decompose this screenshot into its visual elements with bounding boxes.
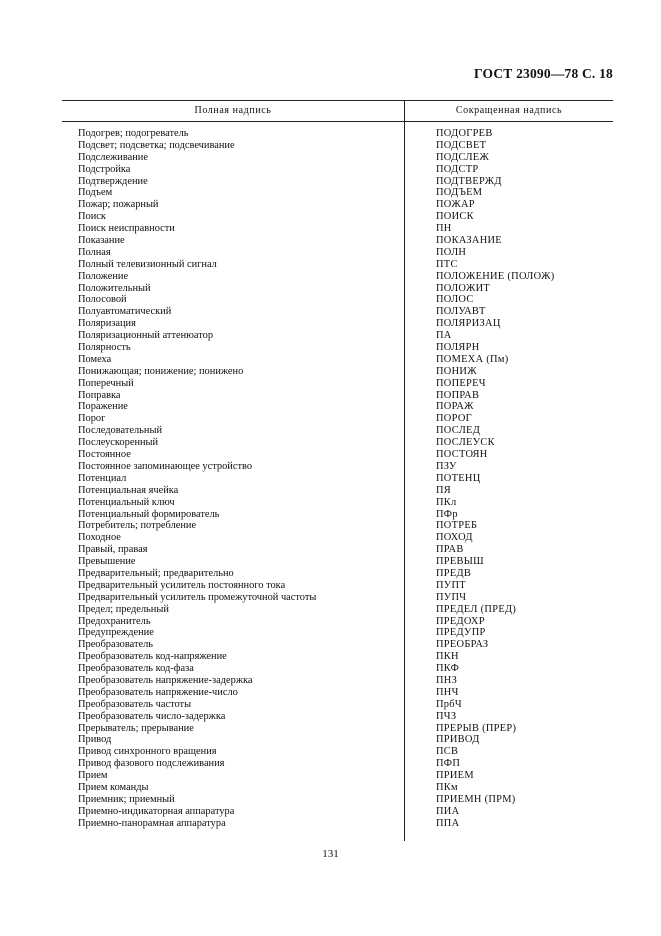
abbreviated-inscription: ПОТРЕБ: [436, 520, 478, 532]
abbreviated-inscription: ПУПТ: [436, 579, 466, 591]
abbreviated-inscription: ПНЗ: [436, 674, 458, 686]
abbreviated-inscription: ПТС: [436, 258, 458, 270]
table-row: [62, 794, 613, 806]
table-row: [62, 306, 613, 318]
table-row: [62, 461, 613, 473]
full-inscription: Привод синхронного вращения: [78, 746, 217, 758]
abbreviated-inscription: ПЗУ: [436, 460, 457, 472]
abbreviated-inscription: ПНЧ: [436, 686, 459, 698]
table-row: [62, 509, 613, 521]
full-inscription: Порог: [78, 413, 106, 425]
table-row: [62, 176, 613, 188]
table-row: [62, 520, 613, 532]
full-inscription: Потенциальная ячейка: [78, 484, 179, 496]
full-inscription: Предварительный усилитель постоянного тока: [78, 579, 286, 591]
table-row: [62, 711, 613, 723]
abbreviated-inscription: ПОСЛЕД: [436, 425, 481, 437]
full-inscription: Полуавтоматический: [78, 306, 172, 318]
table-row: [62, 354, 613, 366]
abbreviated-inscription: ПИА: [436, 805, 460, 817]
full-inscription: Предварительный; предварительно: [78, 567, 234, 579]
table-row: [62, 211, 613, 223]
full-inscription: Подъем: [78, 187, 113, 199]
abbreviated-inscription: ПКН: [436, 651, 459, 663]
abbreviated-inscription: ПОТЕНЦ: [436, 472, 481, 484]
table-row: [62, 294, 613, 306]
table-row: [62, 235, 613, 247]
full-inscription: Преобразователь код-фаза: [78, 663, 194, 675]
abbreviated-inscription: ПФр: [436, 508, 458, 520]
table-row: [62, 318, 613, 330]
table-top-rule: [62, 100, 613, 101]
abbreviated-inscription: ПКФ: [436, 663, 460, 675]
table-row: [62, 592, 613, 604]
table-row: [62, 818, 613, 830]
abbreviated-inscription: ПОДЪЕМ: [436, 187, 483, 199]
abbreviated-inscription: ПОЛОЖИТ: [436, 282, 491, 294]
full-inscription: Преобразователь число-задержка: [78, 710, 226, 722]
abbreviated-inscription: ПРЕДУПР: [436, 627, 486, 639]
full-inscription: Приемно-индикаторная аппаратура: [78, 805, 235, 817]
table-row: [62, 128, 613, 140]
abbreviated-inscription: ПОЖАР: [436, 199, 475, 211]
table-body: [62, 128, 613, 830]
table-row: [62, 401, 613, 413]
table-row: [62, 687, 613, 699]
table-row: [62, 746, 613, 758]
full-inscription: Правый, правая: [78, 544, 148, 556]
full-inscription: Подслеживание: [78, 151, 148, 163]
full-inscription: Предупреждение: [78, 627, 154, 639]
table-row: [62, 758, 613, 770]
full-inscription: Походное: [78, 532, 121, 544]
full-inscription: Подогрев; подогреватель: [78, 128, 189, 139]
abbreviated-inscription: ПОСТОЯН: [436, 449, 488, 461]
table-row: [62, 556, 613, 568]
abbreviated-inscription: ПН: [436, 223, 452, 235]
abbreviated-inscription: ПОДОГРЕВ: [436, 128, 493, 139]
abbreviated-inscription: ПОДСТР: [436, 163, 479, 175]
full-inscription: Полосовой: [78, 294, 127, 306]
table-row: [62, 604, 613, 616]
table-row: [62, 734, 613, 746]
full-inscription: Потенциал: [78, 472, 127, 484]
full-inscription: Поиск неисправности: [78, 223, 175, 235]
full-inscription: Помеха: [78, 353, 112, 365]
abbreviated-inscription: ПОДТВЕРЖД: [436, 175, 502, 187]
table-row: [62, 580, 613, 592]
table-row: [62, 366, 613, 378]
table-row: [62, 473, 613, 485]
page-number: 131: [322, 848, 339, 860]
page-header: ГОСТ 23090—78 С. 18: [474, 66, 613, 81]
abbreviated-inscription: ПРЕРЫВ (ПРЕР): [436, 722, 517, 734]
table-row: [62, 271, 613, 283]
table-row: [62, 449, 613, 461]
table-row: [62, 568, 613, 580]
abbreviated-inscription: ПРЕВЫШ: [436, 556, 484, 568]
abbreviated-inscription: ПОЛОЖЕНИЕ (ПОЛОЖ): [436, 270, 555, 282]
full-inscription: Привод: [78, 734, 112, 746]
table-row: [62, 413, 613, 425]
table-row: [62, 330, 613, 342]
table-row: [62, 675, 613, 687]
abbreviated-inscription: ПОДСВЕТ: [436, 139, 487, 151]
abbreviated-inscription: ПОЛЯРИЗАЦ: [436, 318, 501, 330]
abbreviated-inscription: ПСВ: [436, 746, 459, 758]
full-inscription: Преобразователь напряжение-число: [78, 686, 238, 698]
full-inscription: Поперечный: [78, 377, 134, 389]
abbreviated-inscription: ПОЛУАВТ: [436, 306, 486, 318]
table-row: [62, 378, 613, 390]
full-inscription: Приемно-панорамная аппаратура: [78, 817, 226, 829]
abbreviated-inscription: ПОРАЖ: [436, 401, 474, 413]
abbreviated-inscription: ПОПЕРЕЧ: [436, 377, 486, 389]
abbreviated-inscription: ПОИСК: [436, 211, 474, 223]
full-inscription: Послеускоренный: [78, 437, 159, 449]
full-inscription: Потребитель; потребление: [78, 520, 197, 532]
full-inscription: Прерыватель; прерывание: [78, 722, 194, 734]
abbreviated-inscription: ПОМЕХА (Пм): [436, 353, 509, 365]
full-inscription: Приемник; приемный: [78, 793, 175, 805]
table-row: [62, 425, 613, 437]
full-inscription: Постоянное: [78, 449, 131, 461]
table-row: [62, 390, 613, 402]
abbreviated-inscription: ПФП: [436, 758, 461, 770]
abbreviated-inscription: ПКм: [436, 781, 458, 793]
abbreviated-inscription: ПКл: [436, 496, 457, 508]
table-row: [62, 532, 613, 544]
abbreviated-inscription: ПОЛН: [436, 246, 467, 258]
abbreviated-inscription: ПрбЧ: [436, 698, 462, 710]
full-inscription: Предохранитель: [78, 615, 151, 627]
table-row: [62, 782, 613, 794]
abbreviated-inscription: ПА: [436, 330, 452, 342]
abbreviated-inscription: ПОПРАВ: [436, 389, 480, 401]
full-inscription: Пожар; пожарный: [78, 199, 159, 211]
full-inscription: Превышение: [78, 556, 136, 568]
abbreviated-inscription: ПОНИЖ: [436, 365, 477, 377]
table-row: [62, 342, 613, 354]
full-inscription: Подтверждение: [78, 175, 148, 187]
full-inscription: Понижающая; понижение; понижено: [78, 365, 244, 377]
table-row: [62, 699, 613, 711]
table-row: [62, 437, 613, 449]
abbreviated-inscription: ППА: [436, 817, 460, 829]
table-row: [62, 140, 613, 152]
abbreviated-inscription: ПОСЛЕУСК: [436, 437, 495, 449]
abbreviated-inscription: ПРИВОД: [436, 734, 480, 746]
table-row: [62, 259, 613, 271]
abbreviated-inscription: ПОРОГ: [436, 413, 472, 425]
abbreviated-inscription: ПОЛОС: [436, 294, 474, 306]
full-inscription: Преобразователь код-напряжение: [78, 651, 227, 663]
full-inscription: Преобразователь напряжение-задержка: [78, 674, 253, 686]
full-inscription: Положение: [78, 270, 129, 282]
full-inscription: Последовательный: [78, 425, 163, 437]
full-inscription: Постоянное запоминающее устройство: [78, 460, 253, 472]
abbreviated-inscription: ПРИЕМ: [436, 770, 474, 782]
table-row: [62, 663, 613, 675]
table-row: [62, 651, 613, 663]
abbreviated-inscription: ПОДСЛЕЖ: [436, 151, 490, 163]
full-inscription: Полная: [78, 246, 111, 258]
table-row: [62, 223, 613, 235]
abbreviated-inscription: ПРЕДЕЛ (ПРЕД): [436, 603, 517, 615]
table-row: [62, 723, 613, 735]
full-inscription: Потенциальный формирователь: [78, 508, 220, 520]
full-inscription: Подстройка: [78, 163, 131, 175]
table-row: [62, 627, 613, 639]
table-row: [62, 152, 613, 164]
table-row: [62, 806, 613, 818]
table-row: [62, 770, 613, 782]
column-header-full: Полная надпись: [194, 105, 272, 116]
full-inscription: Поляризационный аттенюатор: [78, 330, 214, 342]
abbreviated-inscription: ПЧЗ: [436, 710, 457, 722]
full-inscription: Преобразователь: [78, 639, 154, 651]
table-row: [62, 199, 613, 211]
abbreviated-inscription: ПРИЕМН (ПРМ): [436, 793, 516, 805]
table-row: [62, 616, 613, 628]
full-inscription: Положительный: [78, 282, 151, 294]
abbreviated-inscription: ПРАВ: [436, 544, 464, 556]
table-row: [62, 187, 613, 199]
full-inscription: Привод фазового подслеживания: [78, 758, 225, 770]
full-inscription: Прием команды: [78, 781, 149, 793]
abbreviated-inscription: ПРЕОБРАЗ: [436, 639, 489, 651]
full-inscription: Предел; предельный: [78, 603, 169, 615]
full-inscription: Поиск: [78, 211, 106, 223]
full-inscription: Поправка: [78, 389, 121, 401]
table-row: [62, 544, 613, 556]
full-inscription: Преобразователь частоты: [78, 698, 192, 710]
abbreviated-inscription: ПУПЧ: [436, 591, 467, 603]
full-inscription: Предварительный усилитель промежуточной частоты: [78, 591, 317, 603]
abbreviated-inscription: ПОКАЗАНИЕ: [436, 235, 502, 247]
table-row: [62, 283, 613, 295]
column-header-abbreviation: Сокращенная надпись: [455, 105, 563, 116]
full-inscription: Прием: [78, 770, 108, 782]
abbreviated-inscription: ПОЛЯРН: [436, 342, 480, 354]
full-inscription: Полный телевизионный сигнал: [78, 258, 217, 270]
full-inscription: Показание: [78, 235, 125, 247]
full-inscription: Потенциальный ключ: [78, 496, 175, 508]
full-inscription: Полярность: [78, 342, 131, 354]
table-row: [62, 639, 613, 651]
full-inscription: Подсвет; подсветка; подсвечивание: [78, 139, 235, 151]
abbreviated-inscription: ПРЕДВ: [436, 567, 472, 579]
table-header-rule: [62, 121, 613, 122]
table-row: [62, 164, 613, 176]
table-row: [62, 247, 613, 259]
abbreviated-inscription: ПРЕДОХР: [436, 615, 485, 627]
full-inscription: Поражение: [78, 401, 128, 413]
table-row: [62, 497, 613, 509]
table-row: [62, 485, 613, 497]
abbreviated-inscription: ПОХОД: [436, 532, 473, 544]
abbreviated-inscription: ПЯ: [436, 484, 452, 496]
full-inscription: Поляризация: [78, 318, 136, 330]
